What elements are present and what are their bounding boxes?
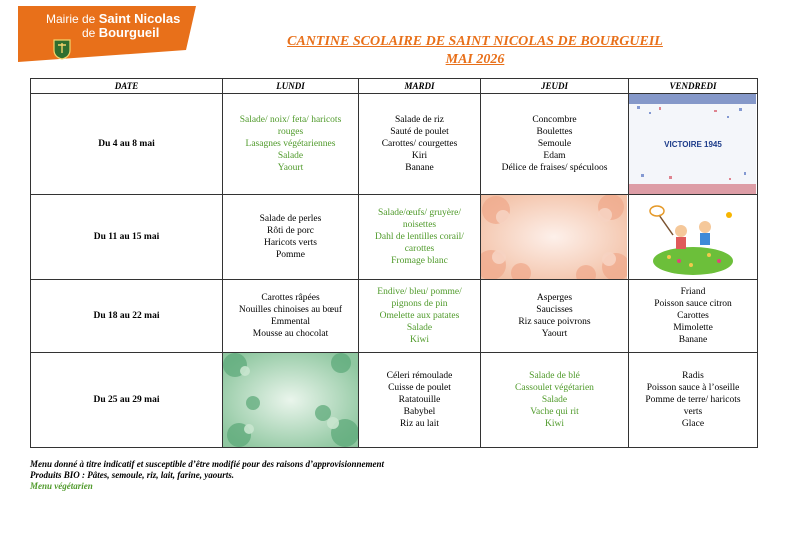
logo-prefix-2: de [82, 26, 96, 40]
logo-prefix-1: Mairie de [46, 12, 96, 26]
row-date: Du 25 au 29 mai [31, 353, 223, 448]
menu-cell-lundi: Salade/ noix/ feta/ haricots rouges Lasagnes végétariennes Salade Yaourt [223, 94, 359, 195]
menu-cell-jeudi: Asperges Saucisses Riz sauce poivrons Yaourt [481, 280, 629, 353]
table-row [31, 280, 758, 353]
row-date: Du 11 au 15 mai [31, 195, 223, 280]
menu-table [30, 78, 758, 448]
page-subtitle: MAI 2026 [445, 52, 505, 67]
row-date: Du 4 au 8 mai [31, 94, 223, 195]
table-row [31, 195, 758, 280]
floral-image [481, 195, 629, 280]
col-header-jeudi: JEUDI [481, 79, 629, 94]
footer-veg-legend: Menu végétarien [30, 481, 93, 491]
table-row [31, 94, 758, 195]
menu-cell-mardi: Endive/ bleu/ pomme/ pignons de pin Omelette aux patates Salade Kiwi [359, 280, 481, 353]
table-header-row [31, 79, 758, 94]
page-title: CANTINE SCOLAIRE DE SAINT NICOLAS DE BOURGUEIL [287, 34, 663, 49]
menu-cell-lundi: Salade de perles Rôti de porc Haricots verts Pomme [223, 195, 359, 280]
menu-cell-jeudi: Salade de blé Cassoulet végétarien Salade Vache qui rit Kiwi [481, 353, 629, 448]
col-header-lundi: LUNDI [223, 79, 359, 94]
col-header-vendredi: VENDREDI [629, 79, 758, 94]
victoire-text: VICTOIRE 1945 [664, 140, 722, 149]
menu-cell-mardi: Céleri rémoulade Cuisse de poulet Ratatouille Babybel Riz au lait [359, 353, 481, 448]
victoire-1945-image [629, 94, 758, 195]
menu-cell-lundi: Carottes râpées Nouilles chinoises au bœuf Emmental Mousse au chocolat [223, 280, 359, 353]
menu-cell-jeudi: Concombre Boulettes Semoule Edam Délice de fraises/ spéculoos [481, 94, 629, 195]
menu-cell-mardi: Salade de riz Sauté de poulet Carottes/ courgettes Kiri Banane [359, 94, 481, 195]
logo-name-1: Saint Nicolas [98, 11, 181, 26]
menu-cell-vendredi: Radis Poisson sauce à l’oseille Pomme de terre/ haricots verts Glace [629, 353, 758, 448]
mairie-logo [18, 6, 196, 62]
green-floral-image [223, 353, 359, 448]
footer-notes [30, 459, 384, 492]
col-header-date: DATE [31, 79, 223, 94]
row-date: Du 18 au 22 mai [31, 280, 223, 353]
table-row [31, 353, 758, 448]
logo-name-2: Bourgueil [98, 25, 160, 40]
crest-icon [52, 38, 72, 60]
children-cartoon-image [629, 195, 758, 280]
menu-cell-vendredi: Friand Poisson sauce citron Carottes Mimolette Banane [629, 280, 758, 353]
footer-bio: Produits BIO : Pâtes, semoule, riz, lait, farine, yaourts. [30, 470, 235, 480]
menu-cell-mardi: Salade/œufs/ gruyère/ noisettes Dahl de lentilles corail/ carottes Fromage blanc [359, 195, 481, 280]
col-header-mardi: MARDI [359, 79, 481, 94]
footer-disclaimer: Menu donné à titre indicatif et susceptible d’être modifié pour des raisons d’approvisionnement [30, 459, 385, 469]
